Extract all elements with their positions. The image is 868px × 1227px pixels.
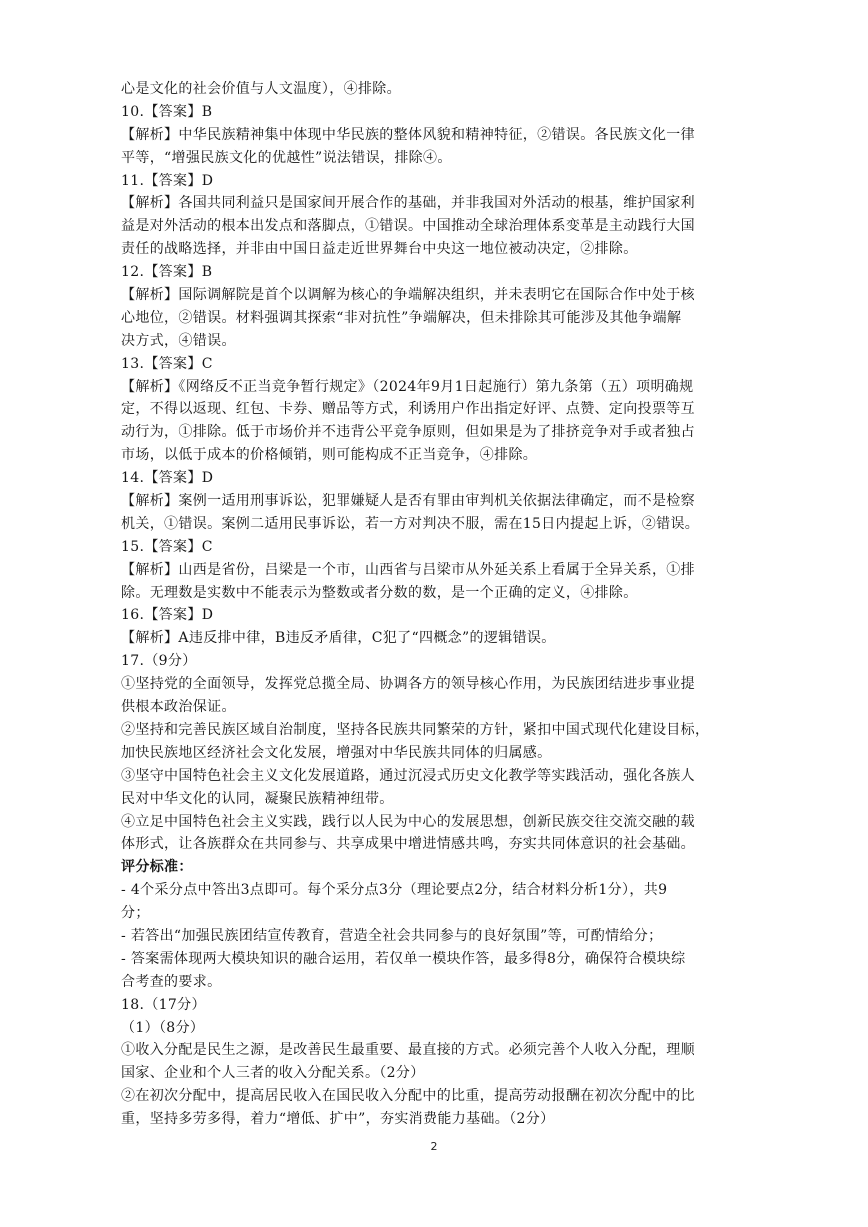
text-line: ①坚持党的全面领导，发挥党总揽全局、协调各方的领导核心作用，为民族团结进步事业提 [121,676,695,693]
text-line: 机关，①错误。案例二适用民事诉讼，若一方对判决不服，需在15日内提起上诉，②错误。 [121,515,700,532]
text-line: 民对中华文化的认同，凝聚民族精神纽带。 [121,790,394,807]
text-line: - 若答出“加强民族团结宣传教育，营造全社会共同参与的良好氛围”等，可酌情给分； [121,927,663,944]
text-line: ①收入分配是民生之源，是改善民生最重要、最直接的方式。必须完善个人收入分配，理顺 [121,1042,695,1059]
text-line: 18.（17分） [121,996,206,1013]
text-line: 心地位，②错误。材料强调其探索“非对抗性”争端解决，但未排除其可能涉及其他争端解 [121,309,682,326]
text-line: 市场，以低于成本的价格倾销，则可能构成不正当竞争，④排除。 [121,447,538,464]
text-line: 【解析】各国共同利益只是国家间开展合作的基础，并非我国对外活动的根基，维护国家利 [121,195,695,212]
text-line: 重，坚持多劳多得，着力“增低、扩中”，夯实消费能力基础。（2分） [121,1111,555,1128]
text-line: 益是对外活动的根本出发点和落脚点，①错误。中国推动全球治理体系变革是主动践行大国 [121,218,695,235]
text-line: ②坚持和完善民族区域自治制度，坚持各民族共同繁荣的方针，紧扣中国式现代化建设目标， [121,721,710,738]
text-line: 13.【答案】C [121,355,213,372]
text-line: 加快民族地区经济社会文化发展，增强对中华民族共同体的归属感。 [121,744,552,761]
text-line: 【解析】案例一适用刑事诉讼，犯罪嫌疑人是否有罪由审判机关依据法律确定，而不是检察 [121,493,695,510]
text-line: - 4个采分点中答出3点即可。每个采分点3分（理论要点2分，结合材料分析1分），共9 [121,882,668,899]
text-line: 【解析】中华民族精神集中体现中华民族的整体风貌和精神特征，②错误。各民族文化一律 [121,126,695,143]
text-line: 责任的战略选择，并非由中国日益走近世界舞台中央这一地位被动决定，②排除。 [121,241,638,258]
text-line: 评分标准： [121,859,193,876]
text-line: 决方式，④错误。 [121,332,236,349]
text-line: 国家、企业和个人三者的收入分配关系。（2分） [121,1065,425,1082]
text-line: ②在初次分配中，提高居民收入在国民收入分配中的比重，提高劳动报酬在初次分配中的比 [121,1088,695,1105]
text-line: 【解析】《网络反不正当竞争暂行规定》（2024年9月1日起施行）第九条第（五）项明确规 [121,378,694,395]
text-line: ③坚守中国特色社会主义文化发展道路，通过沉浸式历史文化教学等实践活动，强化各族人 [121,767,695,784]
text-line: 除。无理数是实数中不能表示为整数或者分数的数，是一个正确的定义，④排除。 [121,584,638,601]
text-line: 【解析】A违反排中律，B违反矛盾律，C犯了“四概念”的逻辑错误。 [121,630,556,647]
text-line: （1）（8分） [121,1019,205,1036]
page-number: 2 [430,1140,438,1153]
text-line: 14.【答案】D [121,470,214,487]
text-line: 体形式，让各族群众在共同参与、共享成果中增进情感共鸣，夯实共同体意识的社会基础。 [121,836,695,853]
text-line: 16.【答案】D [121,607,214,624]
text-line: 心是文化的社会价值与人文温度），④排除。 [121,81,401,97]
text-line: 17.（9分） [121,653,197,670]
text-line: 供根本政治保证。 [121,699,236,716]
text-line: 12.【答案】B [121,264,213,281]
text-line: 11.【答案】D [121,172,214,189]
text-line: 10.【答案】B [121,103,213,120]
text-line: 【解析】国际调解院是首个以调解为核心的争端解决组织，并未表明它在国际合作中处于核 [121,287,695,304]
text-line: 【解析】山西是省份，吕梁是一个市，山西省与吕梁市从外延关系上看属于全异关系，①排 [121,561,695,578]
text-line: - 答案需体现两大模块知识的融合运用，若仅单一模块作答，最多得8分，确保符合模块综 [121,950,686,967]
text-line: 分； [121,905,150,922]
text-line: 动行为，①排除。低于市场价并不违背公平竞争原则，但如果是为了排挤竞争对手或者独占 [121,424,695,441]
text-line: 合考查的要求。 [121,973,222,990]
text-line: 平等，“增强民族文化的优越性”说法错误，排除④。 [121,149,452,166]
text-line: ④立足中国特色社会主义实践，践行以人民为中心的发展思想，创新民族交往交流交融的载 [121,813,695,830]
text-line: 15.【答案】C [121,538,213,555]
text-line: 定，不得以返现、红包、卡券、赠品等方式，利诱用户作出指定好评、点赞、定向投票等互 [121,401,695,418]
document-body [121,78,743,1131]
